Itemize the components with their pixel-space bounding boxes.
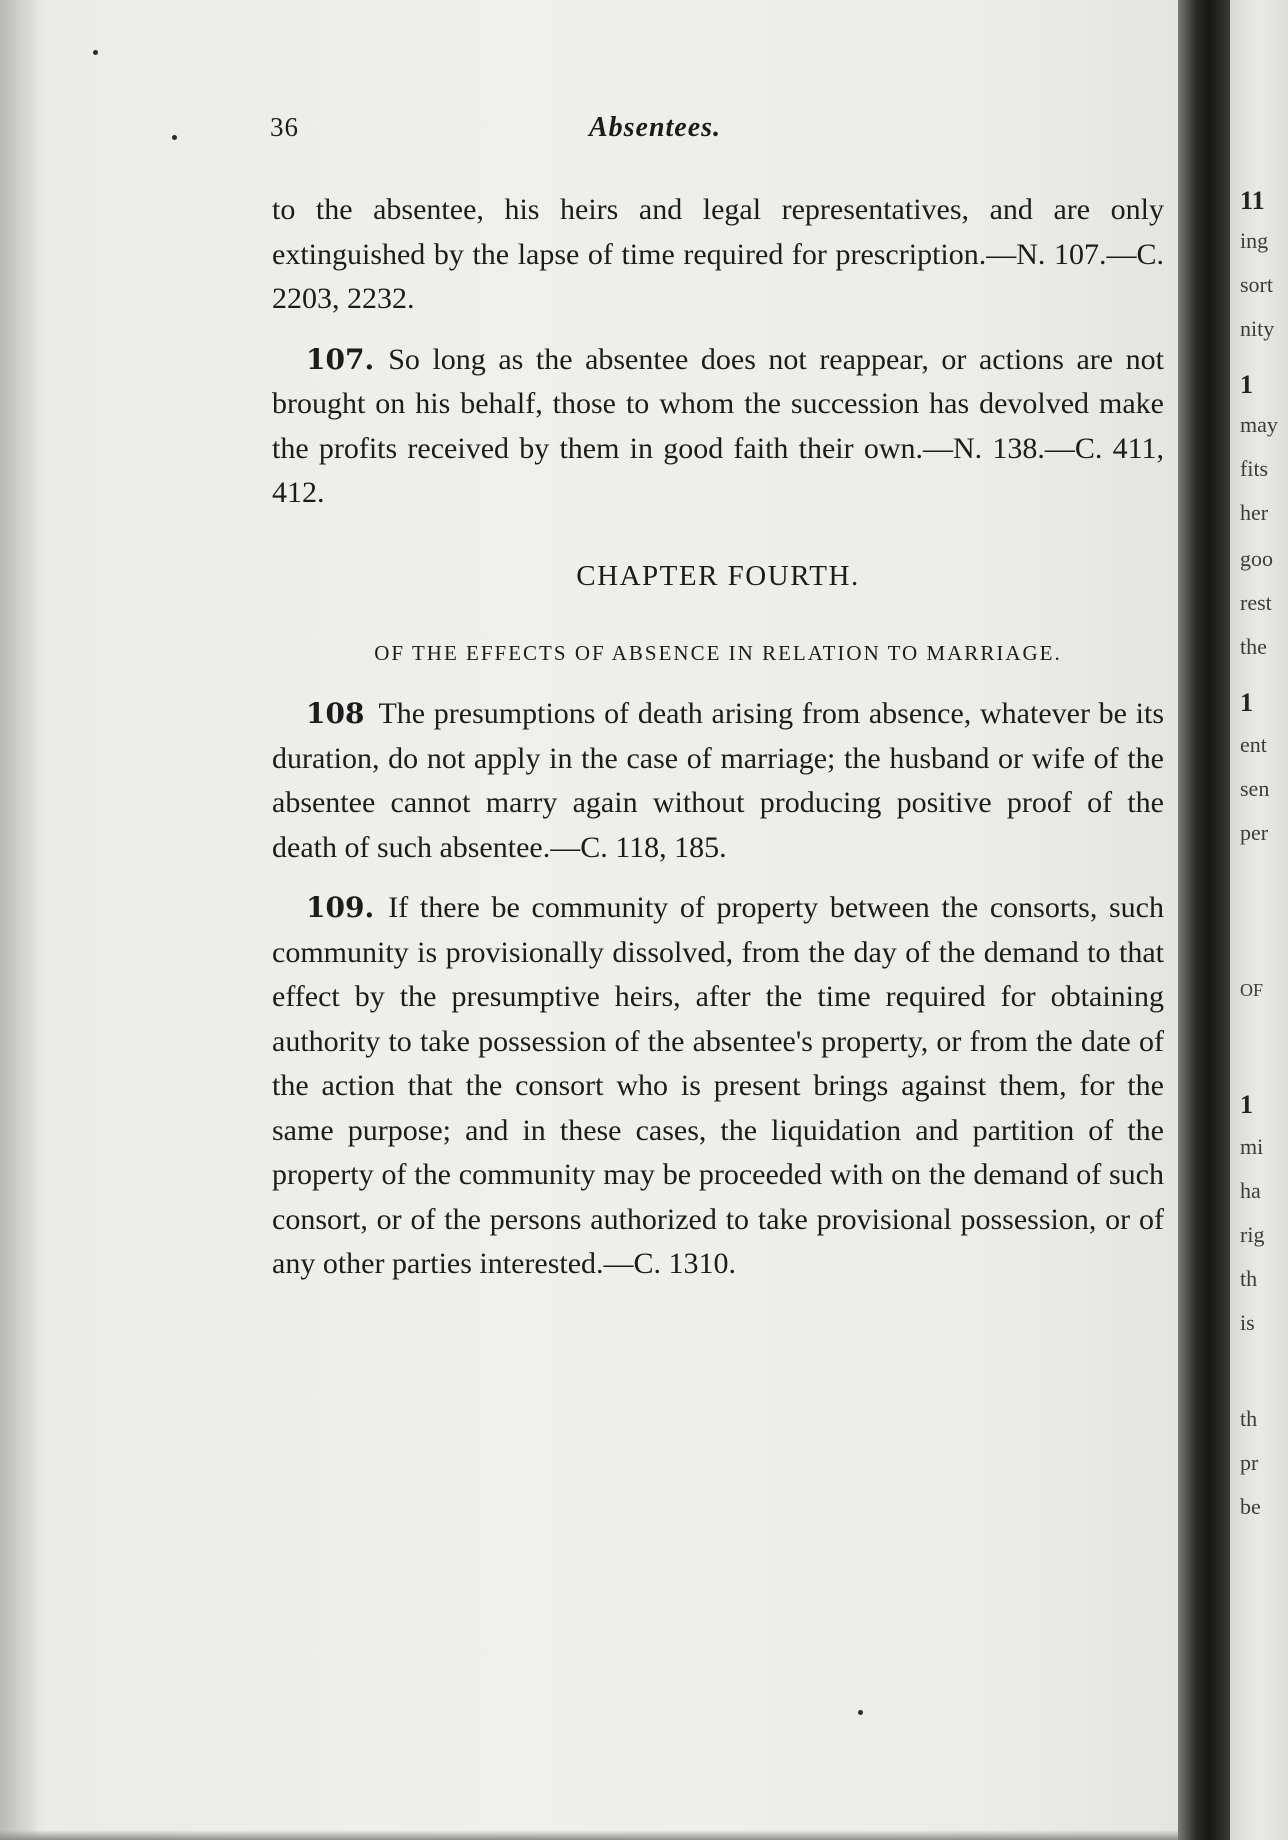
next-page-text: is — [1240, 1310, 1255, 1335]
next-page-text: sort — [1240, 272, 1273, 297]
next-page-text: sen — [1240, 776, 1270, 801]
article-text: The presumptions of death arising from absence, whatever be its duration, do not apply in the case of marriage; the husband or wife of the absentee cannot marry again without producing positive proof of the death of such absentee.—C. 118, 185. — [272, 697, 1164, 864]
article-number: 109. — [306, 891, 375, 924]
next-page-text: ing — [1240, 228, 1269, 253]
next-page-text: th — [1240, 1406, 1258, 1431]
article-number: 107. — [306, 342, 375, 376]
scan-speck — [93, 50, 98, 55]
next-page-text: 11 — [1240, 186, 1265, 215]
book-gutter-shadow — [1178, 0, 1230, 1840]
chapter-subtitle: OF THE EFFECTS OF ABSENCE IN RELATION TO MARRIAGE. — [374, 641, 1062, 665]
next-page-text: pr — [1240, 1450, 1259, 1475]
next-page-text: OF — [1240, 980, 1264, 1000]
next-page-text: may — [1240, 412, 1278, 437]
article-number: 108 — [306, 697, 365, 730]
next-page-text: rest — [1240, 590, 1272, 615]
article-109 — [272, 886, 1164, 1287]
next-page-text: the — [1240, 634, 1267, 659]
next-page-text: 1 — [1240, 688, 1253, 717]
next-page-text: 1 — [1240, 370, 1253, 399]
next-page-text: be — [1240, 1494, 1261, 1519]
next-page-text: mi — [1240, 1134, 1264, 1159]
page-left-edge — [0, 0, 40, 1840]
page-header — [270, 112, 1160, 152]
next-page-text: goo — [1240, 546, 1273, 571]
article-text: If there be community of property between the consorts, such community is provisionally dissolved, from the day of the demand to that effect by the presumptive heirs, after the time required for obtaining authority to take possession of the absentee's property, or from the date of the action that the consort who is present brings against them, for the same purpose; and in these cases, the liquidation and partition of the property of the community may be proceeded with on the demand of such consort, or of the persons authorized to take provisional possession, or of any other parties interested.—C. 1310. — [272, 891, 1164, 1280]
continued-paragraph: to the absentee, his heirs and legal representatives, and are only extinguished by the lapse of time required for prescription.—N. 107.—C. 2203, 2232. — [272, 193, 1164, 315]
next-page-text: her — [1240, 500, 1269, 525]
next-page-text: fits — [1240, 456, 1269, 481]
article-107 — [272, 338, 1164, 516]
scan-speck — [858, 1710, 863, 1715]
next-page-fragment — [1230, 0, 1288, 1840]
next-page-text: ent — [1240, 732, 1267, 757]
next-page-text: 1 — [1240, 1090, 1253, 1119]
page-number: 36 — [270, 112, 299, 142]
next-page-text: nity — [1240, 316, 1275, 341]
next-page-text: per — [1240, 820, 1269, 845]
page-bottom-edge — [0, 1830, 1190, 1840]
next-page-text: rig — [1240, 1222, 1265, 1247]
chapter-title: CHAPTER FOURTH. — [576, 559, 860, 592]
article-text: So long as the absentee does not reappear, or actions are not brought on his behalf, those to whom the succession has devolved make the profits received by them in good faith their own.—N. 138.—C. 411, 412. — [272, 342, 1164, 509]
body-text — [272, 188, 1164, 1303]
article-108 — [272, 692, 1164, 870]
next-page-text: th — [1240, 1266, 1258, 1291]
running-head: Absentees. — [588, 112, 722, 143]
scan-speck — [172, 135, 177, 140]
next-page-text: ha — [1240, 1178, 1261, 1203]
